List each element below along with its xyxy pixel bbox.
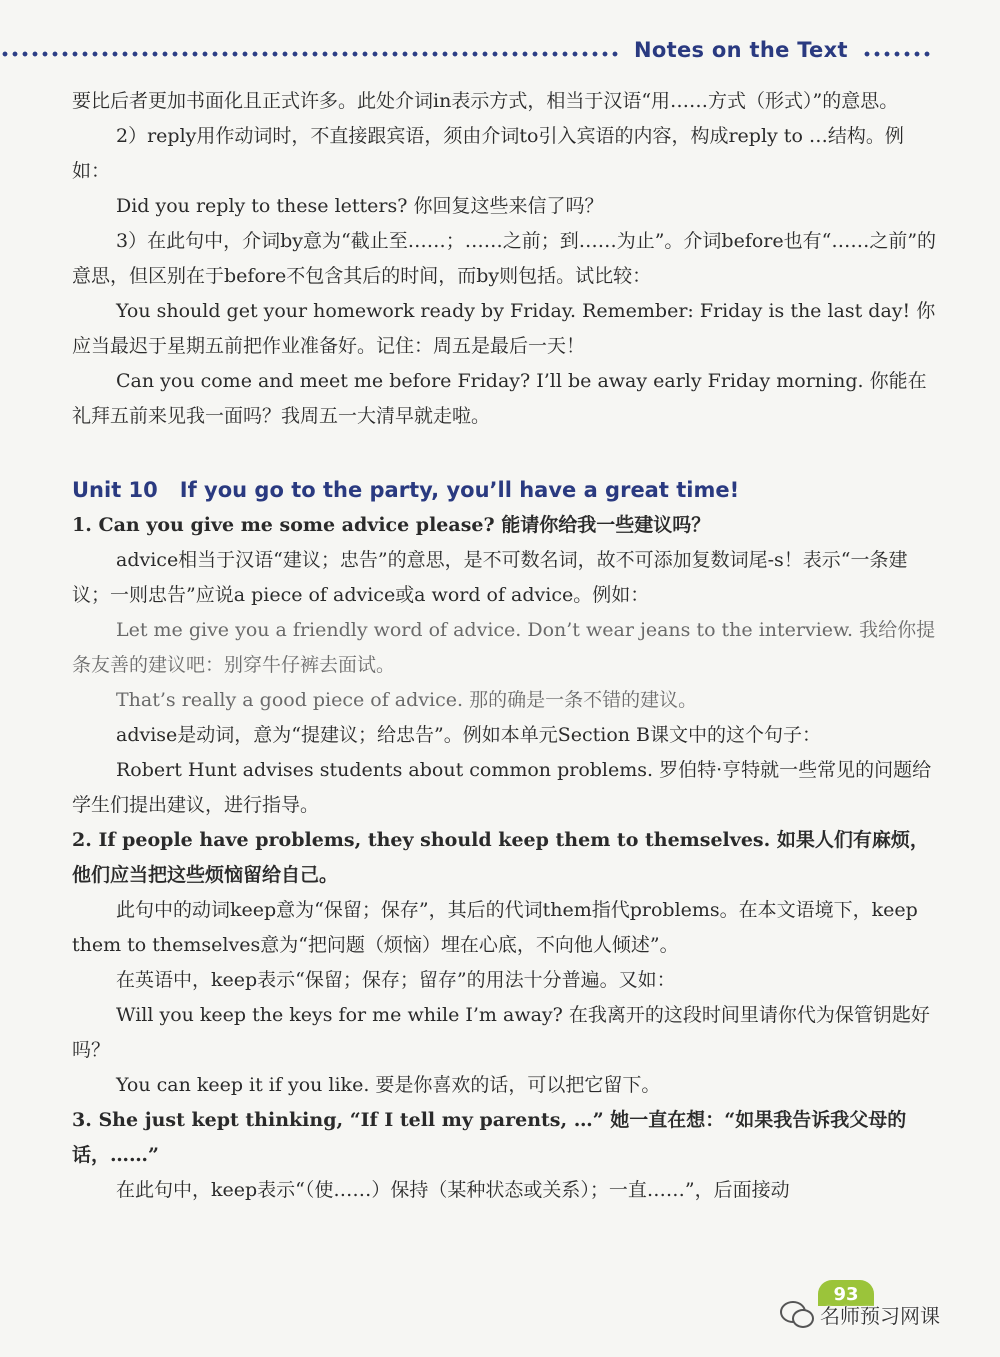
example-sentence: Can you come and meet me before Friday? I’ll be away early Friday morning. 你能在礼拜五前来见我一面吗？我周五一大清早就走啦。 bbox=[72, 370, 927, 427]
item-heading-3: 3. She just kept thinking, “If I tell my parents, …” 她一直在想：“如果我告诉我父母的话，……” bbox=[72, 1109, 907, 1166]
example-sentence: That’s really a good piece of advice. 那的确是一条不错的建议。 bbox=[116, 689, 698, 711]
unit-title: If you go to the party, you’ll have a great time! bbox=[179, 478, 740, 502]
item-heading-2: 2. If people have problems, they should keep them to themselves. 如果人们有麻烦，他们应当把这些烦恼留给自己。 bbox=[72, 829, 929, 886]
example-sentence: Let me give you a friendly word of advice. Don’t wear jeans to the interview. 我给你提条友善的建议吧：别穿牛仔裤去面试。 bbox=[72, 619, 936, 676]
unit-label: Unit 10 bbox=[72, 478, 158, 502]
paragraph: advise是动词，意为“提建议；给忠告”。例如本单元Section B课文中的这个句子： bbox=[116, 724, 822, 746]
page-header bbox=[0, 36, 1000, 72]
header-dotted-rule-left bbox=[0, 51, 618, 57]
chat-bubbles-icon bbox=[780, 1299, 814, 1329]
paragraph: 在此句中，keep表示“（使……）保持（某种状态或关系）；一直……”，后面接动 bbox=[116, 1179, 790, 1201]
example-sentence: You should get your homework ready by Friday. Remember: Friday is the last day! 你应当最迟于星期五前把作业准备好。记住：周五是最后一天！ bbox=[72, 300, 936, 357]
watermark-text: 名师预习网课 bbox=[820, 1303, 940, 1328]
header-dotted-rule-right bbox=[862, 51, 934, 57]
paragraph: 在英语中，keep表示“保留；保存；留存”的用法十分普遍。又如： bbox=[116, 969, 676, 991]
paragraph: 此句中的动词keep意为“保留；保存”，其后的代词them指代problems。在本文语境下，keep them to themselves意为“把问题（烦恼）埋在心底，不向他人倾述”。 bbox=[72, 899, 918, 956]
example-sentence: Robert Hunt advises students about common problems. 罗伯特·亨特就一些常见的问题给学生们提出建议，进行指导。 bbox=[72, 759, 932, 816]
paragraph: advice相当于汉语“建议；忠告”的意思，是不可数名词，故不可添加复数词尾-s！表示“一条建议；一则忠告”应说a piece of advice或a word of advice。例如： bbox=[72, 549, 908, 606]
page-number-badge: 93 bbox=[818, 1280, 874, 1306]
paragraph: 2）reply用作动词时，不直接跟宾语，须由介词to引入宾语的内容，构成reply to …结构。例如： bbox=[72, 125, 904, 182]
example-sentence: Will you keep the keys for me while I’m away? 在我离开的这段时间里请你代为保管钥匙好吗？ bbox=[72, 1004, 930, 1061]
paragraph: 3）在此句中，介词by意为“截止至……；……之前；到……为止”。介词before也有“……之前”的意思，但区别在于before不包含其后的时间，而by则包括。试比较： bbox=[72, 230, 937, 287]
watermark bbox=[780, 1294, 940, 1334]
example-sentence: Did you reply to these letters? 你回复这些来信了吗？ bbox=[116, 195, 604, 217]
paragraph: 要比后者更加书面化且正式许多。此处介词in表示方式，相当于汉语“用……方式（形式）”的意思。 bbox=[72, 90, 899, 112]
item-heading-1: 1. Can you give me some advice please? 能请你给我一些建议吗？ bbox=[72, 514, 711, 536]
unit-heading bbox=[72, 472, 940, 508]
example-sentence: You can keep it if you like. 要是你喜欢的话，可以把它留下。 bbox=[116, 1074, 661, 1096]
header-title: Notes on the Text bbox=[634, 38, 848, 62]
page-content bbox=[72, 84, 940, 1208]
